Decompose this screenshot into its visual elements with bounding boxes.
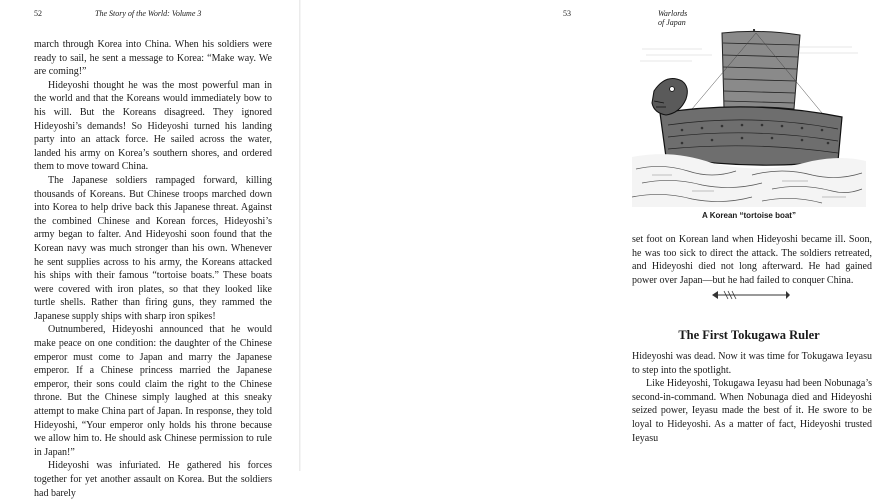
paragraph: Hideyoshi thought he was the most powerful man in the world and that the Koreans would immediately bow to his will. But the Koreans disagreed. They ignored Hideyoshi’s demands! So Hideyoshi turned his landing party into an attack force. He sailed across the water, landed his army on Korea’s southern shores, and ordered them to move toward China. (34, 79, 272, 173)
section-heading: The First Tokugawa Ruler (678, 328, 820, 342)
paragraph: set foot on Korean land when Hideyoshi became ill. Soon, he was too sick to direct the attack. The soldiers retreated, and Hideyoshi died not long afterward. He had gained power over Japan—but he had failed to conquer China. (632, 234, 872, 286)
illustration-caption: A Korean “tortoise boat” (702, 211, 796, 220)
paragraph: Outnumbered, Hideyoshi announced that he would make peace on one condition: the daughter of the Chinese emperor must come to Japan and marry the Japanese emperor. If a Chinese princess married the Japanese emperor, their sons could claim the right to the Chinese throne. But the Chinese simply laughed at this sneaky attempt to make China part of Japan. In response, they told Hideyoshi, “Your emperor only holds his throne because we allow him to. He should ask Chinese permission to rule in Japan!” (34, 324, 272, 458)
right-page (300, 0, 872, 471)
running-title-left: The Story of the World: Volume 3 (95, 9, 202, 18)
paragraph: The Japanese soldiers rampaged forward, killing thousands of Koreans. But Chinese troops marched down into Korea to help drive back this Japanese threat. Against the combined Chinese and Korean forces, Hideyoshi’s army began to falter. And Hideyoshi soon found that the Korean navy was much stronger than his own. Whenever he sent supplies across to his army, the Koreans attacked his ships with their famous “tortoise boats.” These boats were covered with iron plates, so that they looked like turtle shells. Rather than firing guns, they rammed the Japanese supply ships with sharp iron spikes! (34, 174, 272, 322)
running-title-right: Warlords of Japan (658, 9, 688, 27)
page-number-left: 52 (34, 9, 42, 18)
paragraph: march through Korea into China. When his soldiers were ready to sail, he sent a message to Korea: “Make way. We are coming!” (34, 39, 272, 78)
ornament-divider (710, 288, 792, 302)
tortoise-boat-illustration (632, 29, 866, 207)
right-body-text-bottom (632, 350, 872, 445)
paragraph: Hideyoshi was dead. Now it was time for Tokugawa Ieyasu to step into the spotlight. (632, 351, 872, 376)
paragraph: Like Hideyoshi, Tokugawa Ieyasu had been Nobunaga’s second-in-command. When Nobunaga died and Hideyoshi seized power, Ieyasu made the best of it. He swore to be loyal to Hideyoshi. As a matter of fact, Hideyoshi trusted Ieyasu (632, 378, 872, 444)
left-body-text (34, 38, 272, 500)
page-number-right: 53 (563, 9, 571, 18)
right-body-text-top (632, 233, 872, 287)
left-page (0, 0, 300, 499)
paragraph: Hideyoshi was infuriated. He gathered his forces together for yet another assault on Korea. But the soldiers had barely (34, 460, 272, 499)
